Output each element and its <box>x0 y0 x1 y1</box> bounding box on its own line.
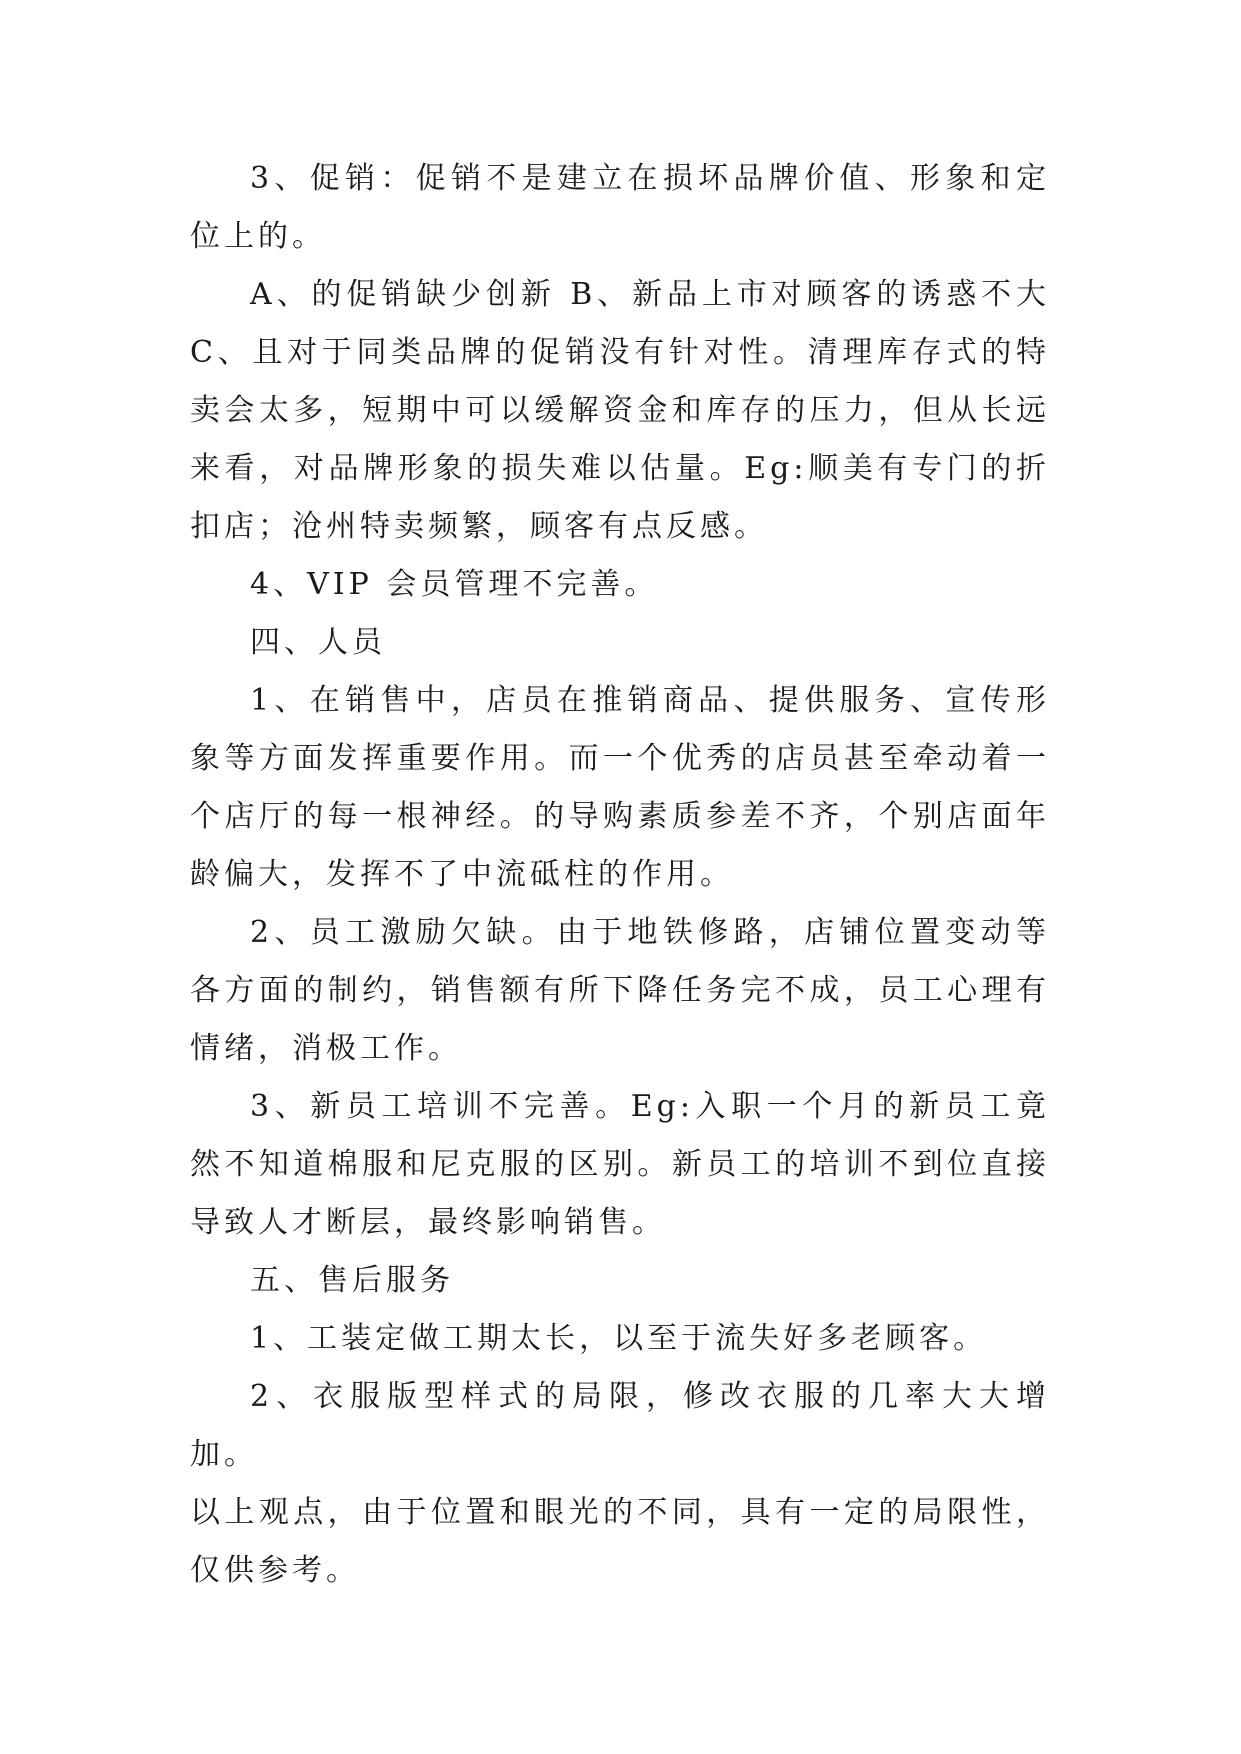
paragraph-vip-management: 4、VIP 会员管理不完善。 <box>250 567 659 602</box>
paragraph-clothing-style: 2、衣服版型样式的局限，修改衣服的几率大大增加。 <box>190 1379 1050 1472</box>
paragraph-new-staff-training: 3、新员工培训不完善。Eg:入职一个月的新员工竟然不知道棉服和尼克服的区别。新员工的培训不到位直接导致人才断层，最终影响销售。 <box>190 1089 1050 1240</box>
paragraph-staff-quality: 1、在销售中，店员在推销商品、提供服务、宣传形象等方面发挥重要作用。而一个优秀的店员甚至牵动着一个店厅的每一根神经。的导购素质参差不齐，个别店面年龄偏大，发挥不了中流砥柱的作用。 <box>190 683 1050 892</box>
section-heading-staff: 四、人员 <box>250 625 386 660</box>
paragraph-conclusion: 以上观点，由于位置和眼光的不同，具有一定的局限性，仅供参考。 <box>190 1495 1050 1588</box>
paragraph-promotion-issues: A、的促销缺少创新 B、新品上市对顾客的诱惑不大 C、且对于同类品牌的促销没有针对性。清理库存式的特卖会太多，短期中可以缓解资金和库存的压力，但从长远来看，对品牌形象的损失难以估量。Eg:顺美有专门的折扣店；沧州特卖频繁，顾客有点反感。 <box>190 277 1050 544</box>
section-heading-after-sales: 五、售后服务 <box>250 1263 454 1298</box>
paragraph-staff-incentive: 2、员工激励欠缺。由于地铁修路，店铺位置变动等各方面的制约，销售额有所下降任务完不成，员工心理有情绪，消极工作。 <box>190 915 1050 1066</box>
paragraph-custom-workwear: 1、工装定做工期太长，以至于流失好多老顾客。 <box>250 1321 988 1356</box>
document-body <box>190 150 1050 1600</box>
paragraph-promotion: 3、促销：促销不是建立在损坏品牌价值、形象和定位上的。 <box>190 161 1050 254</box>
